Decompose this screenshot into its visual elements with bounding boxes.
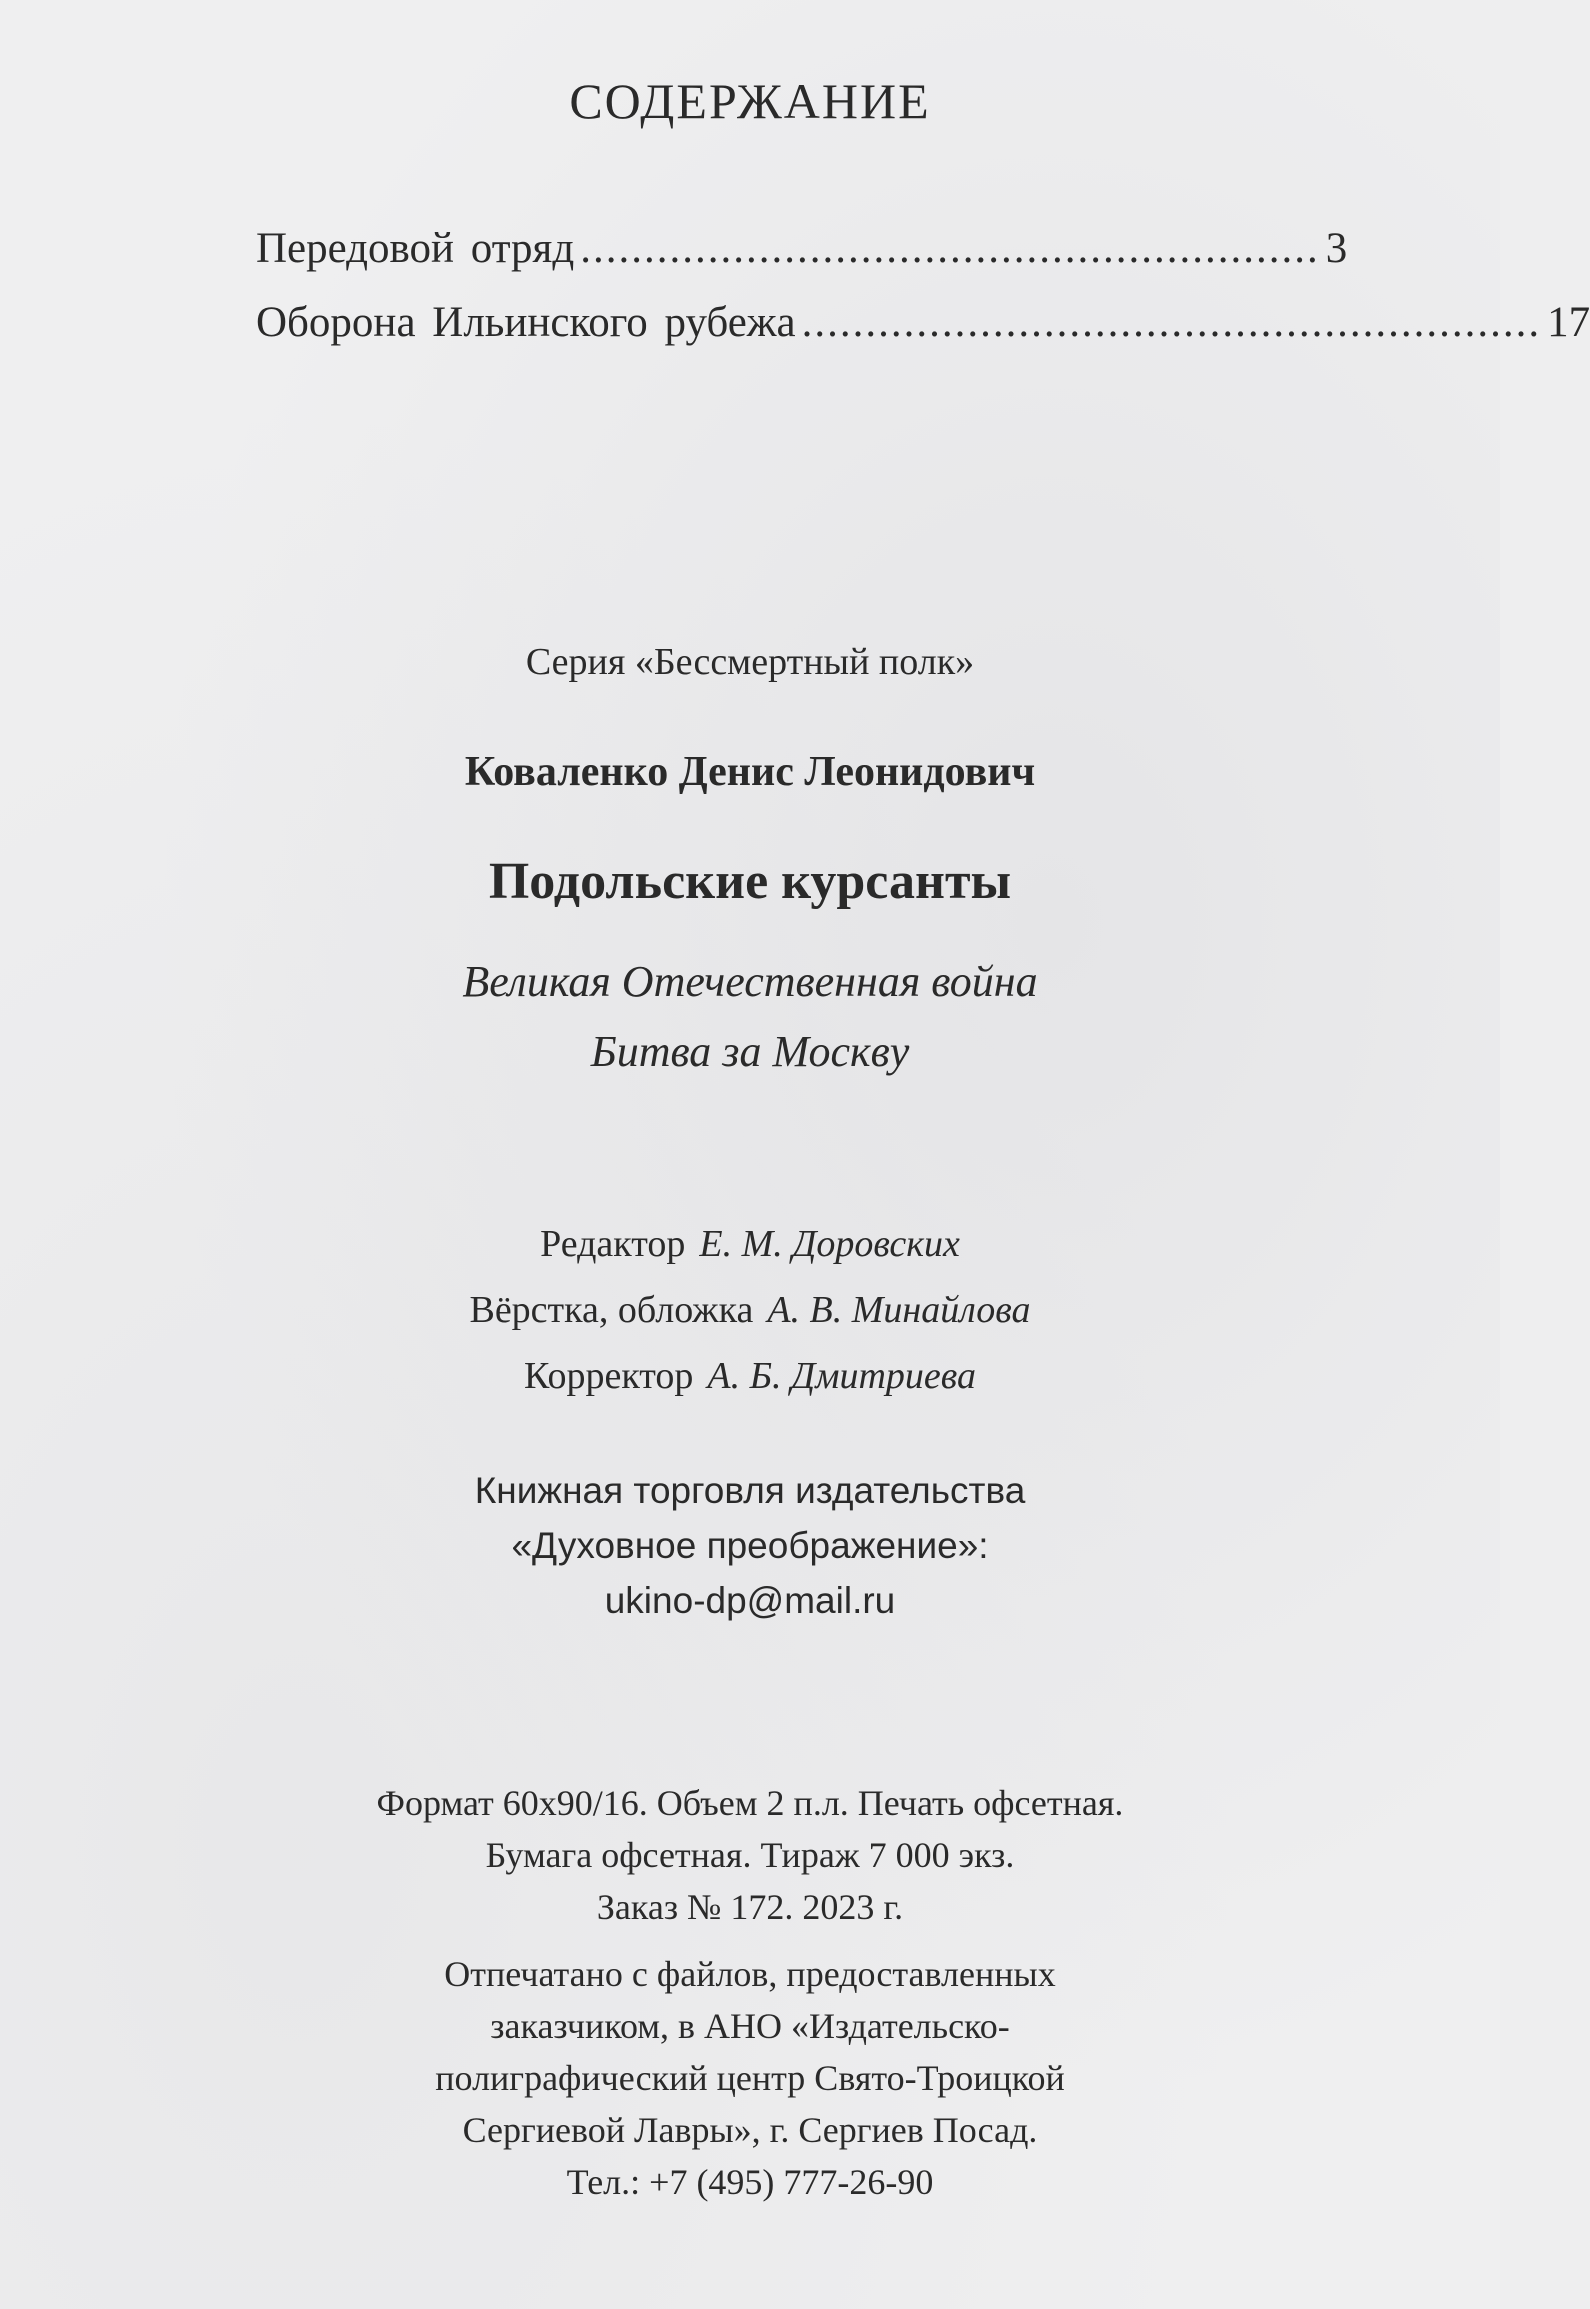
credit-editor	[0, 1222, 1500, 1266]
toc-entry	[256, 298, 1590, 358]
imprint-phone: Тел.: +7 (495) 777-26-90	[566, 2162, 934, 2202]
imprint-line: Заказ № 172. 2023 г.	[596, 1887, 904, 1927]
toc-entry-page: 17	[1547, 299, 1590, 346]
imprint-line: Отпечатано с файлов, предоставленных	[444, 1954, 1056, 1994]
imprint-line: полиграфический центр Свято-Троицкой	[435, 2058, 1065, 2098]
toc-dot-leader: ..........................................................	[580, 225, 1320, 272]
imprint-line: Формат 60х90/16. Объем 2 п.л. Печать офсетная.	[376, 1783, 1124, 1823]
bookshop-email: ukino-dp@mail.ru	[604, 1580, 896, 1621]
toc-entry	[256, 224, 1348, 284]
toc-entry-page: 3	[1325, 225, 1348, 272]
credit-role: Корректор	[524, 1355, 694, 1397]
credit-role: Редактор	[540, 1223, 686, 1265]
credit-person: Е. М. Доровских	[699, 1223, 960, 1265]
credit-proofreader	[0, 1354, 1500, 1398]
imprint-line: Бумага офсетная. Тираж 7 000 экз.	[485, 1835, 1015, 1875]
book-subtitle-line: Великая Отечественная война	[462, 957, 1038, 1006]
bookshop-line: «Духовное преображение»:	[511, 1525, 989, 1566]
series-name: Серия «Бессмертный полк»	[525, 641, 975, 683]
bookshop-line: Книжная торговля издательства	[474, 1470, 1026, 1511]
toc-dot-leader: ..........................................................	[801, 299, 1542, 346]
author-name: Коваленко Денис Леонидович	[464, 749, 1036, 795]
book-subtitle-line: Битва за Москву	[590, 1027, 910, 1076]
toc-entry-title: Оборона Ильинского рубежа	[256, 299, 796, 346]
toc-entry-title: Передовой отряд	[256, 225, 575, 272]
imprint-line: заказчиком, в АНО «Издательско-	[490, 2006, 1010, 2046]
contents-heading: СОДЕРЖАНИЕ	[569, 73, 931, 129]
imprint-line: Сергиевой Лавры», г. Сергиев Посад.	[462, 2110, 1038, 2150]
credit-layout-cover	[0, 1288, 1500, 1332]
book-title: Подольские курсанты	[488, 853, 1012, 910]
credit-person: А. В. Минайлова	[767, 1289, 1031, 1331]
credit-person: А. Б. Дмитриева	[707, 1355, 976, 1397]
credit-role: Вёрстка, обложка	[469, 1289, 754, 1331]
